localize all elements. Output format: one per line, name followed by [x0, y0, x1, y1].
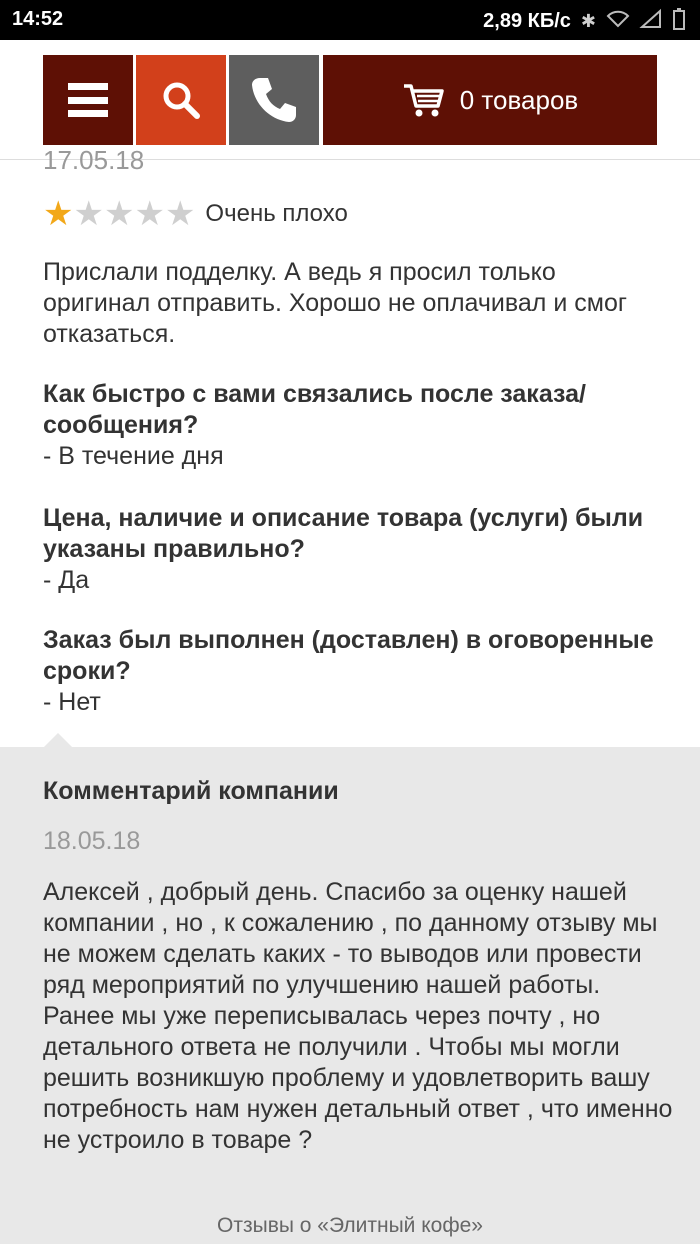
network-speed: 2,89 КБ/с — [483, 10, 571, 32]
qa-question: Цена, наличие и описание товара (услуги) были указаны правильно? — [43, 504, 644, 563]
company-comment — [0, 747, 700, 1210]
top-navbar — [0, 40, 700, 160]
qa-answer: - Да — [43, 566, 90, 594]
search-button[interactable] — [136, 55, 226, 145]
battery-icon — [672, 8, 686, 35]
review-text: Прислали подделку. А ведь я просил только оригинал отправить. Хорошо не оплачивал и смог отказаться. — [43, 258, 627, 348]
hamburger-icon — [68, 83, 108, 117]
wifi-icon — [606, 10, 630, 33]
comment-notch — [44, 733, 72, 747]
qa-answer: - В течение дня — [43, 442, 224, 470]
search-icon — [161, 80, 201, 120]
cart-icon — [402, 82, 444, 118]
rating-label: Очень плохо — [205, 200, 348, 227]
phone-icon — [248, 74, 300, 126]
menu-button[interactable] — [43, 55, 133, 145]
star-empty-icon: ★ — [73, 195, 104, 233]
phone-button[interactable] — [229, 55, 319, 145]
status-bar — [0, 0, 700, 40]
reviews-footer-link[interactable]: Отзывы о «Элитный кофе» — [0, 1210, 700, 1244]
star-empty-icon: ★ — [103, 195, 135, 233]
qa-answer: - Нет — [43, 688, 101, 716]
cart-button[interactable] — [323, 55, 657, 145]
signal-icon — [640, 10, 662, 33]
star-filled-icon: ★ — [43, 195, 74, 233]
status-right — [483, 8, 686, 35]
qa-item — [43, 503, 663, 596]
cart-count-label: 0 товаров — [459, 84, 579, 115]
bluetooth-icon: ✱ — [580, 11, 596, 31]
review-date: 17.05.18 — [43, 145, 145, 175]
comment-title: Комментарий компании — [43, 777, 339, 805]
rating — [43, 197, 348, 231]
star-empty-icon: ★ — [134, 195, 165, 233]
qa-question: Заказ был выполнен (доставлен) в оговоренные сроки? — [43, 626, 654, 685]
qa-item — [43, 625, 663, 718]
star-empty-icon: ★ — [164, 195, 196, 233]
qa-item — [43, 379, 663, 472]
comment-text: Алексей , добрый день. Спасибо за оценку нашей компании , но , к сожалению , по данному отзыву мы не можем сделать каких - то выводов или провести ряд мероприятий по улучшению нашей работы. Ранее мы уже переписывалась через почту , но детального ответа не получили . Чтобы мы могли решить возникшую проблему и удовлетворить вашу потребность нам нужен детальный ответ , что именно не устроило в товаре ? — [43, 878, 673, 1154]
status-time: 14:52 — [12, 8, 64, 30]
review-content — [0, 145, 700, 747]
comment-date: 18.05.18 — [43, 827, 141, 855]
qa-question: Как быстро с вами связались после заказа/сообщения? — [43, 380, 586, 439]
